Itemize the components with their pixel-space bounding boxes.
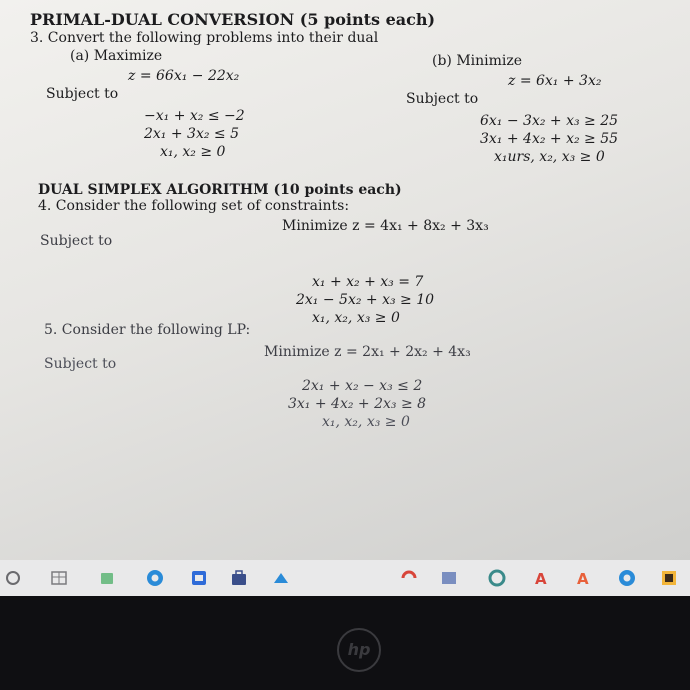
q4-constraint-3: x₁, x₂, x₃ ≥ 0 bbox=[312, 310, 400, 326]
part-b-label: (b) Minimize bbox=[432, 53, 523, 69]
chrome-canary-icon[interactable] bbox=[400, 569, 418, 587]
store-icon[interactable] bbox=[230, 569, 248, 587]
q4-constraint-2: 2x₁ − 5x₂ + x₃ ≥ 10 bbox=[296, 292, 435, 308]
part-a-constraint-2: 2x₁ + 3x₂ ≤ 5 bbox=[144, 126, 239, 142]
chrome-icon[interactable] bbox=[146, 569, 164, 587]
launcher-circle-icon[interactable] bbox=[4, 569, 22, 587]
q5-constraint-3: x₁, x₂, x₃ ≥ 0 bbox=[322, 414, 410, 430]
q4-objective: Minimize z = 4x₁ + 8x₂ + 3x₃ bbox=[282, 218, 489, 234]
part-b-subject-to: Subject to bbox=[406, 91, 479, 107]
q5-text: 5. Consider the following LP: bbox=[44, 322, 251, 338]
photo-icon[interactable] bbox=[440, 569, 458, 587]
q5-objective: Minimize z = 2x₁ + 2x₂ + 4x₃ bbox=[264, 344, 471, 360]
part-b-constraint-2: 3x₁ + 4x₂ + x₂ ≥ 55 bbox=[480, 131, 619, 147]
slides-icon[interactable] bbox=[660, 569, 678, 587]
svg-text:A: A bbox=[577, 570, 589, 587]
part-b-constraint-3: x₁urs, x₂, x₃ ≥ 0 bbox=[494, 149, 605, 165]
classroom-2-icon[interactable] bbox=[488, 569, 506, 587]
q5-subject-to: Subject to bbox=[44, 356, 117, 372]
q4-text: 4. Consider the following set of constraints: bbox=[38, 198, 350, 214]
q5-constraint-2: 3x₁ + 4x₂ + 2x₃ ≥ 8 bbox=[288, 396, 427, 412]
classroom-icon[interactable] bbox=[272, 569, 290, 587]
svg-text:A: A bbox=[535, 570, 547, 587]
part-a-label: (a) Maximize bbox=[70, 48, 163, 64]
section2-heading: DUAL SIMPLEX ALGORITHM (10 points each) bbox=[38, 182, 402, 198]
q5-constraint-1: 2x₁ + x₂ − x₃ ≤ 2 bbox=[302, 378, 423, 394]
docs-icon[interactable] bbox=[190, 569, 208, 587]
part-a-constraint-3: x₁, x₂ ≥ 0 bbox=[160, 144, 226, 160]
part-a-constraint-1: −x₁ + x₂ ≤ −2 bbox=[144, 108, 245, 124]
q3-text: 3. Convert the following problems into their dual bbox=[30, 30, 379, 46]
part-a-objective: z = 66x₁ − 22x₂ bbox=[128, 68, 240, 84]
chrome-2-icon[interactable] bbox=[618, 569, 636, 587]
part-b-objective: z = 6x₁ + 3x₂ bbox=[508, 73, 602, 89]
hp-logo-icon: hp bbox=[337, 628, 381, 672]
q4-subject-to: Subject to bbox=[40, 233, 113, 249]
part-b-constraint-1: 6x₁ − 3x₂ + x₃ ≥ 25 bbox=[480, 113, 619, 129]
section1-heading: PRIMAL-DUAL CONVERSION (5 points each) bbox=[30, 10, 436, 29]
files-icon[interactable] bbox=[50, 569, 68, 587]
sheets-icon[interactable] bbox=[98, 569, 116, 587]
app-a-red-icon[interactable] bbox=[532, 569, 550, 587]
part-a-subject-to: Subject to bbox=[46, 86, 119, 102]
taskbar bbox=[0, 560, 690, 596]
app-a-orange-icon[interactable] bbox=[574, 569, 592, 587]
q4-constraint-1: x₁ + x₂ + x₃ = 7 bbox=[312, 274, 424, 290]
